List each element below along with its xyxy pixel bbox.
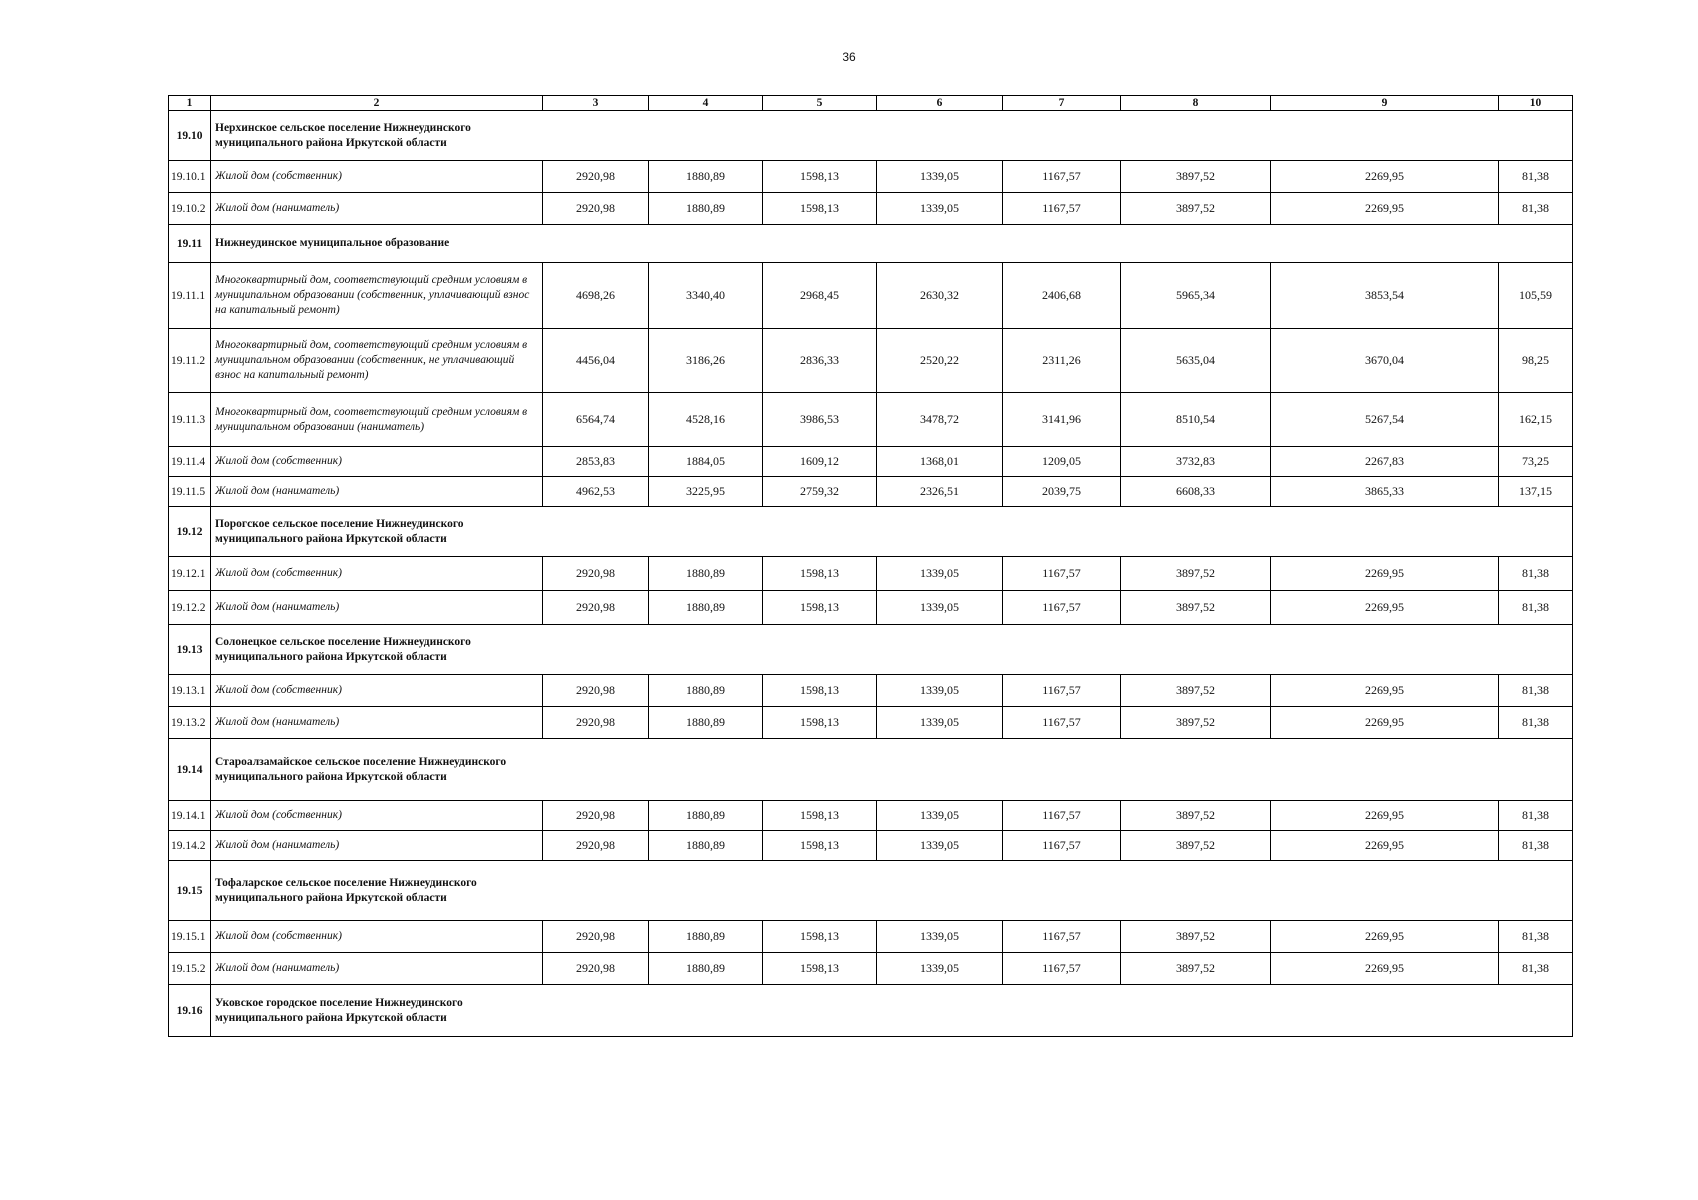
value-cell: 2269,95 <box>1271 557 1499 591</box>
section-title: Порогское сельское поселение Нижнеудинского муниципального района Иркутской области <box>211 507 543 557</box>
value-cell: 1339,05 <box>877 953 1003 985</box>
value-cell: 3141,96 <box>1003 393 1121 447</box>
value-cell: 2836,33 <box>763 329 877 393</box>
section-row <box>169 625 1573 675</box>
section-title: Нерхинское сельское поселение Нижнеудинского муниципального района Иркутской области <box>211 111 543 161</box>
value-cell: 98,25 <box>1499 329 1573 393</box>
value-cell: 1598,13 <box>763 953 877 985</box>
value-cell: 1598,13 <box>763 193 877 225</box>
value-cell: 81,38 <box>1499 161 1573 193</box>
row-code: 19.12.2 <box>169 591 211 625</box>
value-cell: 2311,26 <box>1003 329 1121 393</box>
table-row <box>169 591 1573 625</box>
value-cell: 3865,33 <box>1271 477 1499 507</box>
section-code: 19.11 <box>169 225 211 263</box>
value-cell: 1339,05 <box>877 193 1003 225</box>
value-cell: 3897,52 <box>1121 675 1271 707</box>
row-code: 19.11.2 <box>169 329 211 393</box>
value-cell: 5965,34 <box>1121 263 1271 329</box>
value-cell: 3897,52 <box>1121 953 1271 985</box>
value-cell: 1598,13 <box>763 707 877 739</box>
value-cell: 1339,05 <box>877 921 1003 953</box>
section-filler <box>543 507 1573 557</box>
value-cell: 2920,98 <box>543 953 649 985</box>
value-cell: 1209,05 <box>1003 447 1121 477</box>
value-cell: 1880,89 <box>649 161 763 193</box>
value-cell: 2269,95 <box>1271 193 1499 225</box>
value-cell: 81,38 <box>1499 707 1573 739</box>
value-cell: 1167,57 <box>1003 707 1121 739</box>
value-cell: 81,38 <box>1499 921 1573 953</box>
value-cell: 2269,95 <box>1271 953 1499 985</box>
value-cell: 1880,89 <box>649 801 763 831</box>
value-cell: 2269,95 <box>1271 591 1499 625</box>
row-code: 19.14.2 <box>169 831 211 861</box>
value-cell: 1339,05 <box>877 801 1003 831</box>
table-row <box>169 801 1573 831</box>
column-number: 1 <box>169 96 211 111</box>
value-cell: 3897,52 <box>1121 591 1271 625</box>
value-cell: 81,38 <box>1499 675 1573 707</box>
row-description: Многоквартирный дом, соответствующий средним условиям в муниципальном образовании (наниматель) <box>211 393 543 447</box>
column-number: 10 <box>1499 96 1573 111</box>
value-cell: 1880,89 <box>649 557 763 591</box>
section-filler <box>543 225 1573 263</box>
value-cell: 81,38 <box>1499 831 1573 861</box>
column-number: 3 <box>543 96 649 111</box>
value-cell: 2920,98 <box>543 591 649 625</box>
value-cell: 1880,89 <box>649 831 763 861</box>
value-cell: 3340,40 <box>649 263 763 329</box>
row-code: 19.15.1 <box>169 921 211 953</box>
table-body <box>169 96 1573 1037</box>
value-cell: 1167,57 <box>1003 557 1121 591</box>
value-cell: 2968,45 <box>763 263 877 329</box>
value-cell: 2269,95 <box>1271 801 1499 831</box>
value-cell: 1880,89 <box>649 707 763 739</box>
value-cell: 1368,01 <box>877 447 1003 477</box>
table-row <box>169 557 1573 591</box>
row-code: 19.14.1 <box>169 801 211 831</box>
value-cell: 1167,57 <box>1003 675 1121 707</box>
section-filler <box>543 739 1573 801</box>
section-row <box>169 111 1573 161</box>
value-cell: 2039,75 <box>1003 477 1121 507</box>
value-cell: 4698,26 <box>543 263 649 329</box>
value-cell: 2630,32 <box>877 263 1003 329</box>
value-cell: 2920,98 <box>543 707 649 739</box>
row-description: Жилой дом (собственник) <box>211 801 543 831</box>
row-description: Жилой дом (наниматель) <box>211 591 543 625</box>
value-cell: 2269,95 <box>1271 161 1499 193</box>
value-cell: 1880,89 <box>649 591 763 625</box>
row-description: Жилой дом (собственник) <box>211 921 543 953</box>
value-cell: 1167,57 <box>1003 193 1121 225</box>
value-cell: 3670,04 <box>1271 329 1499 393</box>
value-cell: 2920,98 <box>543 557 649 591</box>
value-cell: 81,38 <box>1499 801 1573 831</box>
value-cell: 2920,98 <box>543 675 649 707</box>
value-cell: 5635,04 <box>1121 329 1271 393</box>
section-code: 19.10 <box>169 111 211 161</box>
value-cell: 2920,98 <box>543 801 649 831</box>
section-title: Тофаларское сельское поселение Нижнеудинского муниципального района Иркутской области <box>211 861 543 921</box>
value-cell: 1880,89 <box>649 953 763 985</box>
table-row <box>169 193 1573 225</box>
value-cell: 2759,32 <box>763 477 877 507</box>
value-cell: 2920,98 <box>543 831 649 861</box>
value-cell: 8510,54 <box>1121 393 1271 447</box>
value-cell: 3186,26 <box>649 329 763 393</box>
column-number: 8 <box>1121 96 1271 111</box>
row-code: 19.11.3 <box>169 393 211 447</box>
section-filler <box>543 861 1573 921</box>
table-row <box>169 831 1573 861</box>
value-cell: 5267,54 <box>1271 393 1499 447</box>
value-cell: 2853,83 <box>543 447 649 477</box>
section-code: 19.15 <box>169 861 211 921</box>
section-row <box>169 985 1573 1037</box>
row-description: Многоквартирный дом, соответствующий средним условиям в муниципальном образовании (собственник, не уплачивающий взнос на капитальный ремонт) <box>211 329 543 393</box>
value-cell: 1598,13 <box>763 557 877 591</box>
section-row <box>169 225 1573 263</box>
value-cell: 4456,04 <box>543 329 649 393</box>
table-row <box>169 707 1573 739</box>
value-cell: 2920,98 <box>543 161 649 193</box>
value-cell: 2269,95 <box>1271 675 1499 707</box>
value-cell: 2269,95 <box>1271 707 1499 739</box>
section-row <box>169 507 1573 557</box>
value-cell: 3897,52 <box>1121 707 1271 739</box>
value-cell: 3732,83 <box>1121 447 1271 477</box>
column-number: 6 <box>877 96 1003 111</box>
row-code: 19.12.1 <box>169 557 211 591</box>
value-cell: 73,25 <box>1499 447 1573 477</box>
value-cell: 81,38 <box>1499 557 1573 591</box>
value-cell: 1884,05 <box>649 447 763 477</box>
value-cell: 1167,57 <box>1003 953 1121 985</box>
section-filler <box>543 985 1573 1037</box>
section-row <box>169 739 1573 801</box>
value-cell: 1339,05 <box>877 675 1003 707</box>
value-cell: 1598,13 <box>763 801 877 831</box>
row-code: 19.13.2 <box>169 707 211 739</box>
value-cell: 1339,05 <box>877 591 1003 625</box>
table-row <box>169 477 1573 507</box>
value-cell: 1598,13 <box>763 675 877 707</box>
value-cell: 2267,83 <box>1271 447 1499 477</box>
row-description: Жилой дом (наниматель) <box>211 193 543 225</box>
value-cell: 1609,12 <box>763 447 877 477</box>
value-cell: 3897,52 <box>1121 831 1271 861</box>
row-code: 19.15.2 <box>169 953 211 985</box>
row-description: Жилой дом (наниматель) <box>211 707 543 739</box>
column-number: 5 <box>763 96 877 111</box>
table-row <box>169 329 1573 393</box>
column-number: 7 <box>1003 96 1121 111</box>
value-cell: 1880,89 <box>649 193 763 225</box>
table-row <box>169 921 1573 953</box>
section-code: 19.13 <box>169 625 211 675</box>
value-cell: 1339,05 <box>877 831 1003 861</box>
value-cell: 2920,98 <box>543 193 649 225</box>
row-description: Жилой дом (собственник) <box>211 447 543 477</box>
value-cell: 1167,57 <box>1003 801 1121 831</box>
section-filler <box>543 111 1573 161</box>
value-cell: 4528,16 <box>649 393 763 447</box>
row-code: 19.13.1 <box>169 675 211 707</box>
section-title: Солонецкое сельское поселение Нижнеудинского муниципального района Иркутской области <box>211 625 543 675</box>
row-description: Жилой дом (собственник) <box>211 557 543 591</box>
value-cell: 1339,05 <box>877 557 1003 591</box>
value-cell: 3897,52 <box>1121 557 1271 591</box>
section-title: Староалзамайское сельское поселение Нижнеудинского муниципального района Иркутской области <box>211 739 543 801</box>
value-cell: 1880,89 <box>649 921 763 953</box>
value-cell: 1167,57 <box>1003 591 1121 625</box>
row-description: Жилой дом (собственник) <box>211 675 543 707</box>
value-cell: 1167,57 <box>1003 161 1121 193</box>
value-cell: 1167,57 <box>1003 921 1121 953</box>
section-row <box>169 861 1573 921</box>
value-cell: 3897,52 <box>1121 161 1271 193</box>
row-description: Многоквартирный дом, соответствующий средним условиям в муниципальном образовании (собственник, уплачивающий взнос на капитальный ремонт) <box>211 263 543 329</box>
column-number: 2 <box>211 96 543 111</box>
section-code: 19.16 <box>169 985 211 1037</box>
value-cell: 1598,13 <box>763 831 877 861</box>
row-code: 19.10.1 <box>169 161 211 193</box>
table-row <box>169 263 1573 329</box>
section-title: Уковское городское поселение Нижнеудинского муниципального района Иркутской области <box>211 985 543 1037</box>
value-cell: 162,15 <box>1499 393 1573 447</box>
value-cell: 2406,68 <box>1003 263 1121 329</box>
value-cell: 2520,22 <box>877 329 1003 393</box>
value-cell: 3225,95 <box>649 477 763 507</box>
value-cell: 6608,33 <box>1121 477 1271 507</box>
value-cell: 2326,51 <box>877 477 1003 507</box>
value-cell: 2269,95 <box>1271 921 1499 953</box>
value-cell: 1167,57 <box>1003 831 1121 861</box>
table-row <box>169 447 1573 477</box>
value-cell: 137,15 <box>1499 477 1573 507</box>
value-cell: 81,38 <box>1499 953 1573 985</box>
value-cell: 6564,74 <box>543 393 649 447</box>
table-row <box>169 675 1573 707</box>
row-code: 19.10.2 <box>169 193 211 225</box>
column-number-row <box>169 96 1573 111</box>
value-cell: 1880,89 <box>649 675 763 707</box>
value-cell: 3478,72 <box>877 393 1003 447</box>
table-row <box>169 393 1573 447</box>
column-number: 4 <box>649 96 763 111</box>
value-cell: 1339,05 <box>877 161 1003 193</box>
value-cell: 3897,52 <box>1121 921 1271 953</box>
value-cell: 2269,95 <box>1271 831 1499 861</box>
row-description: Жилой дом (наниматель) <box>211 477 543 507</box>
value-cell: 3897,52 <box>1121 193 1271 225</box>
section-title: Нижнеудинское муниципальное образование <box>211 225 543 263</box>
row-code: 19.11.1 <box>169 263 211 329</box>
row-description: Жилой дом (наниматель) <box>211 831 543 861</box>
row-code: 19.11.4 <box>169 447 211 477</box>
table-row <box>169 953 1573 985</box>
value-cell: 81,38 <box>1499 193 1573 225</box>
section-filler <box>543 625 1573 675</box>
row-description: Жилой дом (собственник) <box>211 161 543 193</box>
value-cell: 3897,52 <box>1121 801 1271 831</box>
tariff-table <box>168 95 1573 1037</box>
table-row <box>169 161 1573 193</box>
value-cell: 3986,53 <box>763 393 877 447</box>
value-cell: 3853,54 <box>1271 263 1499 329</box>
value-cell: 1598,13 <box>763 591 877 625</box>
value-cell: 2920,98 <box>543 921 649 953</box>
value-cell: 105,59 <box>1499 263 1573 329</box>
row-code: 19.11.5 <box>169 477 211 507</box>
value-cell: 1598,13 <box>763 921 877 953</box>
value-cell: 1598,13 <box>763 161 877 193</box>
row-description: Жилой дом (наниматель) <box>211 953 543 985</box>
section-code: 19.12 <box>169 507 211 557</box>
value-cell: 1339,05 <box>877 707 1003 739</box>
column-number: 9 <box>1271 96 1499 111</box>
value-cell: 4962,53 <box>543 477 649 507</box>
section-code: 19.14 <box>169 739 211 801</box>
value-cell: 81,38 <box>1499 591 1573 625</box>
page-number: 36 <box>842 50 856 64</box>
